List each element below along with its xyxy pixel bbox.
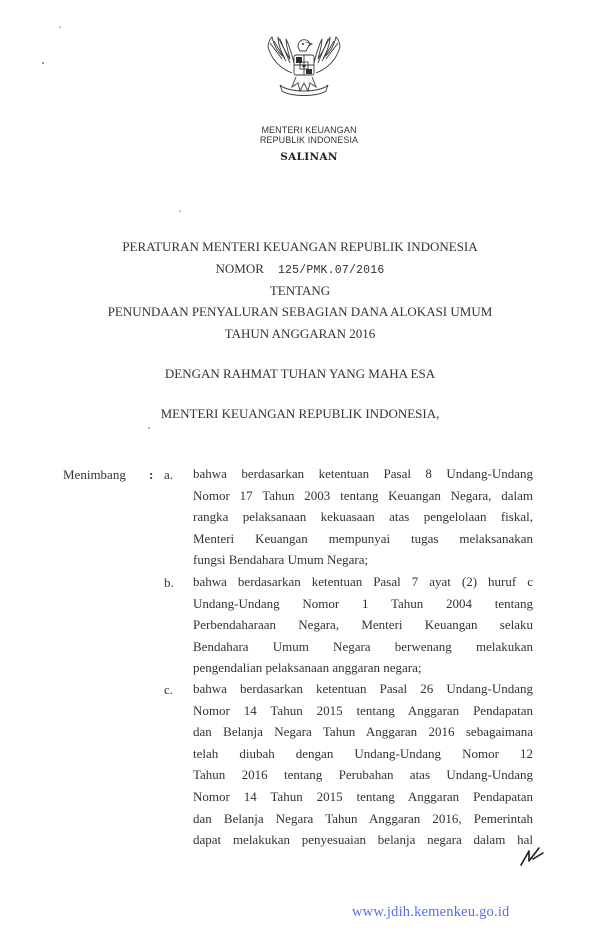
text-line: bahwa berdasarkan ketentuan Pasal 26 Undang-Undang <box>193 681 533 696</box>
text-line: Nomor 14 Tahun 2015 tentang Anggaran Pendapatan <box>193 788 533 804</box>
copy-stamp: SALINAN <box>280 151 338 163</box>
text-line: Bendahara Umum Negara berwenang melakukan <box>193 638 533 654</box>
text-line: rangka pelaksanaan kekuasaan atas pengelolaan fiskal, <box>193 509 533 525</box>
institution-line-1: MENTERI KEUANGAN <box>261 125 357 135</box>
subject-line-1: PENUNDAAN PENYALURAN SEBAGIAN DANA ALOKASI UMUM <box>107 304 493 319</box>
authority: MENTERI KEUANGAN REPUBLIK INDONESIA, <box>160 406 440 421</box>
text-line: Undang-Undang Nomor 1 Tahun 2004 tentang <box>193 595 533 611</box>
text-line: fungsi Bendahara Umum Negara; <box>193 552 369 568</box>
text-line: Perbendaharaan Negara, Menteri Keuangan selaku <box>193 617 533 633</box>
text-line: dan Belanja Negara Tahun Anggaran 2016, Pemerintah <box>193 810 533 826</box>
garuda-emblem-icon <box>262 33 346 103</box>
text-line: dapat melakukan penyesuaian belanja negara dalam hal <box>193 832 533 848</box>
consideration-letter-a: a. <box>164 467 174 482</box>
number-label: NOMOR <box>215 261 264 276</box>
text-line: Menteri Keuangan mempunyai tugas melaksanakan <box>193 530 533 546</box>
consideration-letter-c: c. <box>164 682 174 697</box>
text-line: Tahun 2016 tentang Perubahan atas Undang-Undang <box>193 767 533 783</box>
consideration-item-c <box>193 678 533 851</box>
considerations-label: Menimbang <box>63 467 126 482</box>
institution-line-2: REPUBLIK INDONESIA <box>259 135 359 145</box>
text-line: telah diubah dengan Undang-Undang Nomor 12 <box>193 745 533 761</box>
website-link[interactable]: www.jdih.kemenkeu.go.id <box>352 904 510 920</box>
invocation: DENGAN RAHMAT TUHAN YANG MAHA ESA <box>164 366 436 381</box>
consideration-letter-b: b. <box>164 575 174 590</box>
text-line: Nomor 17 Tahun 2003 tentang Keuangan Negara, dalam <box>193 487 533 503</box>
scan-speck <box>42 62 44 64</box>
initial-signature-icon <box>519 845 545 867</box>
number-value: 125/PMK.07/2016 <box>277 264 385 277</box>
scan-speck <box>179 210 181 212</box>
consideration-item-b <box>193 571 533 679</box>
scan-speck <box>59 26 61 28</box>
about-label: TENTANG <box>269 283 331 298</box>
regulation-title: PERATURAN MENTERI KEUANGAN REPUBLIK INDONESIA <box>122 239 478 254</box>
text-line: dan Belanja Negara Tahun Anggaran 2016 sebagaimana <box>193 724 533 740</box>
text-line: Nomor 14 Tahun 2015 tentang Anggaran Pendapatan <box>193 702 533 718</box>
subject-line-2: TAHUN ANGGARAN 2016 <box>224 326 376 341</box>
text-line: pengendalian pelaksanaan anggaran negara; <box>193 660 422 676</box>
text-line: bahwa berdasarkan ketentuan Pasal 7 ayat (2) huruf c <box>193 574 533 589</box>
consideration-item-a <box>193 463 533 571</box>
scan-speck <box>148 427 150 429</box>
text-line: bahwa berdasarkan ketentuan Pasal 8 Undang-Undang <box>193 466 533 481</box>
regulation-number <box>0 261 600 277</box>
considerations-colon: : <box>149 467 154 482</box>
